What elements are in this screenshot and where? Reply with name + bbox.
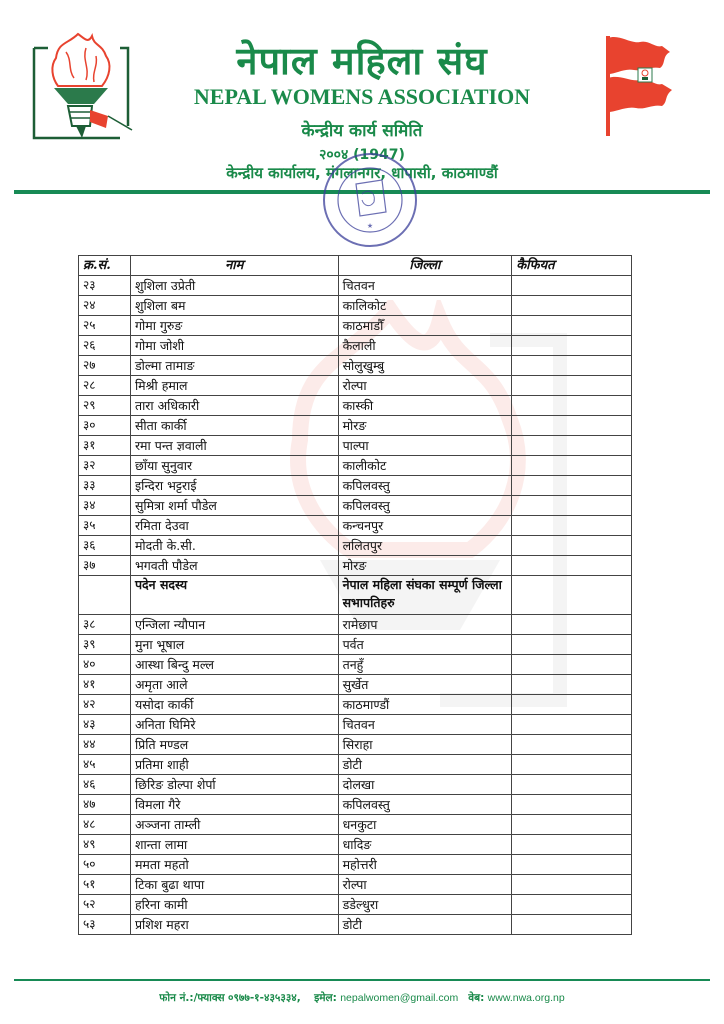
district-cell: कैलाली bbox=[338, 336, 512, 356]
name-cell: भगवती पौडेल bbox=[130, 556, 338, 576]
district-cell: काठमाण्डौं bbox=[338, 695, 512, 715]
table-row bbox=[79, 416, 632, 436]
serial-cell: २५ bbox=[79, 316, 131, 336]
serial-cell: २४ bbox=[79, 296, 131, 316]
name-cell: गोमा जोशी bbox=[130, 336, 338, 356]
remarks-cell bbox=[512, 536, 632, 556]
section-description: नेपाल महिला संघका सम्पूर्ण जिल्ला सभापतिहरु bbox=[338, 576, 512, 615]
district-cell: पाल्पा bbox=[338, 436, 512, 456]
table-row bbox=[79, 536, 632, 556]
district-cell: कास्की bbox=[338, 396, 512, 416]
remarks-cell bbox=[512, 336, 632, 356]
column-header-remarks: कैफियत bbox=[512, 256, 632, 276]
name-cell: टिका बुढा थापा bbox=[130, 875, 338, 895]
remarks-cell bbox=[512, 476, 632, 496]
district-cell: कपिलवस्तु bbox=[338, 795, 512, 815]
name-cell: गोमा गुरुङ bbox=[130, 316, 338, 336]
remarks-cell bbox=[512, 675, 632, 695]
name-cell: इन्दिरा भट्टराई bbox=[130, 476, 338, 496]
district-cell: डोटी bbox=[338, 755, 512, 775]
remarks-cell bbox=[512, 556, 632, 576]
district-cell: कालिकोट bbox=[338, 296, 512, 316]
table-row bbox=[79, 456, 632, 476]
remarks-cell bbox=[512, 895, 632, 915]
district-cell: डडेल्धुरा bbox=[338, 895, 512, 915]
table-row bbox=[79, 556, 632, 576]
table-row bbox=[79, 276, 632, 296]
district-cell: कपिलवस्तु bbox=[338, 476, 512, 496]
name-cell: अञ्जना ताम्ली bbox=[130, 815, 338, 835]
remarks-cell bbox=[512, 655, 632, 675]
table-row bbox=[79, 336, 632, 356]
member-rows-part1 bbox=[79, 276, 632, 576]
district-cell: रोल्पा bbox=[338, 376, 512, 396]
serial-cell: २३ bbox=[79, 276, 131, 296]
table-row bbox=[79, 775, 632, 795]
name-cell: एन्जिला न्यौपान bbox=[130, 615, 338, 635]
table-row bbox=[79, 695, 632, 715]
serial-cell: ४८ bbox=[79, 815, 131, 835]
table-row bbox=[79, 635, 632, 655]
district-cell: चितवन bbox=[338, 715, 512, 735]
district-cell: काठमाडौँ bbox=[338, 316, 512, 336]
web-label: वेब: bbox=[468, 992, 485, 1004]
serial-cell: ५० bbox=[79, 855, 131, 875]
district-cell: डोटी bbox=[338, 915, 512, 935]
remarks-cell bbox=[512, 516, 632, 536]
remarks-cell bbox=[512, 496, 632, 516]
name-cell: रमिता देउवा bbox=[130, 516, 338, 536]
serial-cell: ५१ bbox=[79, 875, 131, 895]
serial-cell: २९ bbox=[79, 396, 131, 416]
serial-cell: ३४ bbox=[79, 496, 131, 516]
serial-cell: ३९ bbox=[79, 635, 131, 655]
district-cell: सुर्खेत bbox=[338, 675, 512, 695]
district-cell: मोरङ bbox=[338, 416, 512, 436]
serial-cell: २७ bbox=[79, 356, 131, 376]
district-cell: ललितपुर bbox=[338, 536, 512, 556]
name-cell: मोदती के.सी. bbox=[130, 536, 338, 556]
name-cell: तारा अधिकारी bbox=[130, 396, 338, 416]
name-cell: डोल्मा तामाङ bbox=[130, 356, 338, 376]
district-cell: कन्चनपुर bbox=[338, 516, 512, 536]
section-serial-cell bbox=[79, 576, 131, 615]
serial-cell: ३७ bbox=[79, 556, 131, 576]
remarks-cell bbox=[512, 735, 632, 755]
serial-cell: ३० bbox=[79, 416, 131, 436]
remarks-cell bbox=[512, 416, 632, 436]
email-label: इमेल: bbox=[314, 992, 337, 1004]
district-cell: धादिङ bbox=[338, 835, 512, 855]
district-cell: रोल्पा bbox=[338, 875, 512, 895]
remarks-cell bbox=[512, 855, 632, 875]
district-cell: सोलुखुम्बु bbox=[338, 356, 512, 376]
table-row bbox=[79, 496, 632, 516]
serial-cell: ३३ bbox=[79, 476, 131, 496]
serial-cell: ३८ bbox=[79, 615, 131, 635]
column-header-serial: क्र.सं. bbox=[79, 256, 131, 276]
remarks-cell bbox=[512, 456, 632, 476]
serial-cell: ४३ bbox=[79, 715, 131, 735]
name-cell: छिरिङ डोल्पा शेर्पा bbox=[130, 775, 338, 795]
serial-cell: ४९ bbox=[79, 835, 131, 855]
name-cell: अमृता आले bbox=[130, 675, 338, 695]
table-row bbox=[79, 436, 632, 456]
web-link[interactable]: www.nwa.org.np bbox=[487, 992, 565, 1004]
table-row bbox=[79, 476, 632, 496]
remarks-cell bbox=[512, 915, 632, 935]
district-cell: चितवन bbox=[338, 276, 512, 296]
serial-cell: ५३ bbox=[79, 915, 131, 935]
remarks-cell bbox=[512, 356, 632, 376]
table-row bbox=[79, 675, 632, 695]
remarks-cell bbox=[512, 615, 632, 635]
section-label: पदेन सदस्य bbox=[130, 576, 338, 615]
remarks-cell bbox=[512, 715, 632, 735]
remarks-cell bbox=[512, 875, 632, 895]
district-cell: महोत्तरी bbox=[338, 855, 512, 875]
serial-cell: ४७ bbox=[79, 795, 131, 815]
serial-cell: ४४ bbox=[79, 735, 131, 755]
member-rows-part2 bbox=[79, 615, 632, 935]
name-cell: शुशिला उप्रेती bbox=[130, 276, 338, 296]
serial-cell: ४१ bbox=[79, 675, 131, 695]
table-row bbox=[79, 875, 632, 895]
column-header-district: जिल्ला bbox=[338, 256, 512, 276]
email-link[interactable]: nepalwomen@gmail.com bbox=[340, 992, 459, 1004]
remarks-cell bbox=[512, 376, 632, 396]
section-remarks-cell bbox=[512, 576, 632, 615]
serial-cell: ३१ bbox=[79, 436, 131, 456]
name-cell: रमा पन्त ज्ञवाली bbox=[130, 436, 338, 456]
name-cell: प्रिति मण्डल bbox=[130, 735, 338, 755]
name-cell: ममता महतो bbox=[130, 855, 338, 875]
serial-cell: ३२ bbox=[79, 456, 131, 476]
name-cell: मुना भूषाल bbox=[130, 635, 338, 655]
contact-footer bbox=[0, 991, 724, 1005]
official-seal-icon bbox=[320, 150, 420, 250]
section-row-ex-officio bbox=[79, 576, 632, 615]
serial-cell: ४६ bbox=[79, 775, 131, 795]
district-cell: तनहुँ bbox=[338, 655, 512, 675]
name-cell: प्रतिमा शाही bbox=[130, 755, 338, 775]
table-row bbox=[79, 755, 632, 775]
committee-name: केन्द्रीय कार्य समिति bbox=[301, 121, 423, 141]
remarks-cell bbox=[512, 795, 632, 815]
district-cell: रामेछाप bbox=[338, 615, 512, 635]
remarks-cell bbox=[512, 775, 632, 795]
table-row bbox=[79, 915, 632, 935]
remarks-cell bbox=[512, 755, 632, 775]
serial-cell: २८ bbox=[79, 376, 131, 396]
name-cell: आस्था बिन्दु मल्ल bbox=[130, 655, 338, 675]
org-title-english: NEPAL WOMENS ASSOCIATION bbox=[193, 84, 531, 109]
table-row bbox=[79, 396, 632, 416]
district-cell: कपिलवस्तु bbox=[338, 496, 512, 516]
name-cell: प्रशिश महरा bbox=[130, 915, 338, 935]
member-table bbox=[78, 255, 632, 935]
org-title-nepali: नेपाल महिला संघ bbox=[236, 39, 488, 83]
serial-cell: २६ bbox=[79, 336, 131, 356]
serial-cell: ५२ bbox=[79, 895, 131, 915]
name-cell: सुमित्रा शर्मा पौडेल bbox=[130, 496, 338, 516]
name-cell: मिश्री हमाल bbox=[130, 376, 338, 396]
founded-year: २००४ (1947) bbox=[319, 147, 405, 163]
remarks-cell bbox=[512, 296, 632, 316]
name-cell: यसोदा कार्की bbox=[130, 695, 338, 715]
table-row bbox=[79, 715, 632, 735]
table-row bbox=[79, 895, 632, 915]
district-cell: दोलखा bbox=[338, 775, 512, 795]
svg-text:★: ★ bbox=[366, 222, 374, 230]
district-cell: कालीकोट bbox=[338, 456, 512, 476]
table-row bbox=[79, 615, 632, 635]
table-row bbox=[79, 835, 632, 855]
table-row bbox=[79, 815, 632, 835]
table-row bbox=[79, 795, 632, 815]
remarks-cell bbox=[512, 276, 632, 296]
table-header-row bbox=[79, 256, 632, 276]
name-cell: छाँया सुनुवार bbox=[130, 456, 338, 476]
office-address: केन्द्रीय कार्यालय, मंगलानगर, धापासी, काठमाण्डौं bbox=[226, 164, 498, 182]
table-row bbox=[79, 655, 632, 675]
table-row bbox=[79, 376, 632, 396]
remarks-cell bbox=[512, 436, 632, 456]
serial-cell: ४० bbox=[79, 655, 131, 675]
table-row bbox=[79, 356, 632, 376]
district-cell: मोरङ bbox=[338, 556, 512, 576]
name-cell: सीता कार्की bbox=[130, 416, 338, 436]
remarks-cell bbox=[512, 316, 632, 336]
remarks-cell bbox=[512, 396, 632, 416]
remarks-cell bbox=[512, 695, 632, 715]
serial-cell: ४५ bbox=[79, 755, 131, 775]
table-row bbox=[79, 516, 632, 536]
name-cell: शुशिला बम bbox=[130, 296, 338, 316]
table-row bbox=[79, 735, 632, 755]
name-cell: हरिना कामी bbox=[130, 895, 338, 915]
name-cell: अनिता घिमिरे bbox=[130, 715, 338, 735]
remarks-cell bbox=[512, 815, 632, 835]
phone-label: फोन नं.:/फ्याक्स bbox=[159, 992, 225, 1004]
name-cell: विमला गैरे bbox=[130, 795, 338, 815]
phone-number: ०९७७-१-४३५३३४, bbox=[227, 992, 301, 1004]
table-row bbox=[79, 316, 632, 336]
district-cell: धनकुटा bbox=[338, 815, 512, 835]
table-row bbox=[79, 296, 632, 316]
district-cell: सिराहा bbox=[338, 735, 512, 755]
serial-cell: ३६ bbox=[79, 536, 131, 556]
serial-cell: ४२ bbox=[79, 695, 131, 715]
district-cell: पर्वत bbox=[338, 635, 512, 655]
name-cell: शान्ता लामा bbox=[130, 835, 338, 855]
column-header-name: नाम bbox=[130, 256, 338, 276]
remarks-cell bbox=[512, 835, 632, 855]
remarks-cell bbox=[512, 635, 632, 655]
table-row bbox=[79, 855, 632, 875]
serial-cell: ३५ bbox=[79, 516, 131, 536]
footer-divider bbox=[14, 979, 710, 981]
